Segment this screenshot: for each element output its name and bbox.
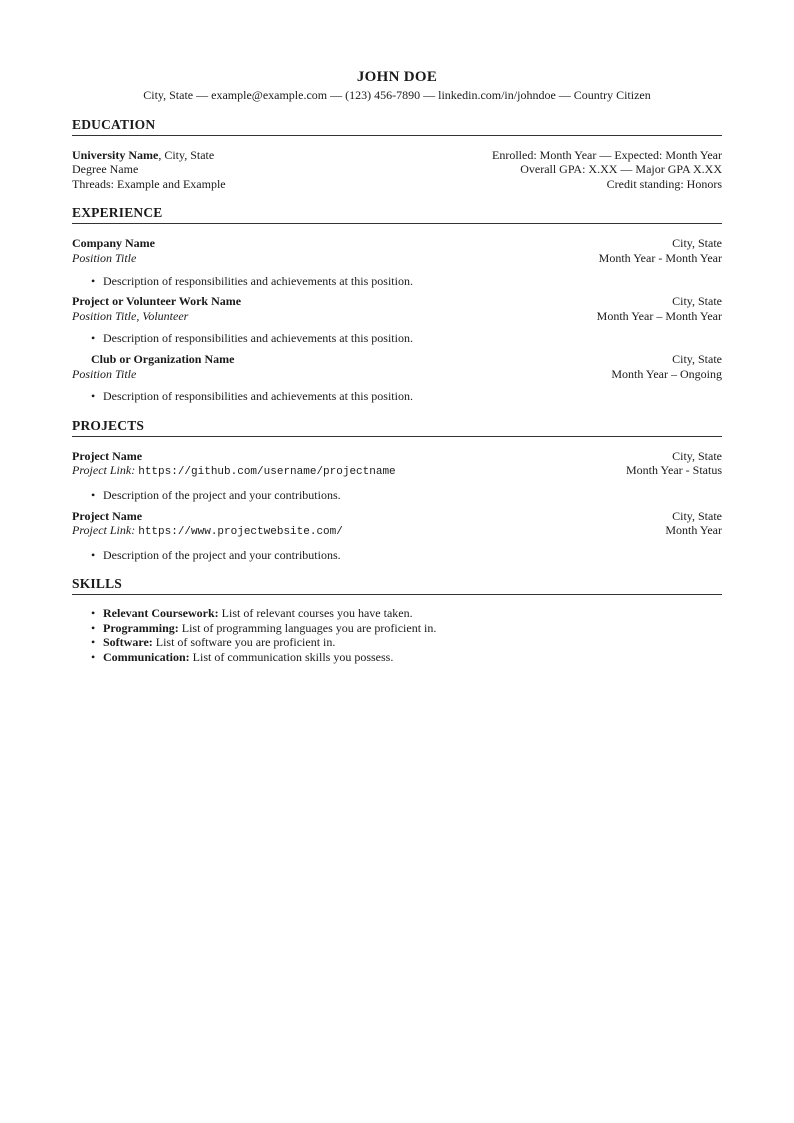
skill-item xyxy=(103,621,722,636)
project-link-line xyxy=(72,523,343,540)
skills-list xyxy=(72,606,722,664)
project-name: Project Name xyxy=(72,508,143,523)
skill-label: Software: xyxy=(103,635,153,650)
section-title-education: EDUCATION xyxy=(72,117,722,136)
bullet-item: • Description of responsibilities and achievements at this position. xyxy=(103,274,722,289)
location: City, State xyxy=(672,448,722,463)
bullet-item: • Description of responsibilities and achievements at this position. xyxy=(103,389,722,404)
project-entry xyxy=(72,509,722,563)
location: City, State xyxy=(672,351,722,366)
section-title-projects: PROJECTS xyxy=(72,418,722,437)
skill-label: Relevant Coursework: xyxy=(103,606,219,621)
gpa: Overall GPA: X.XX — Major GPA X.XX xyxy=(520,162,722,177)
position-title: Position Title xyxy=(72,366,137,381)
experience-entry xyxy=(72,294,722,346)
bullet-list xyxy=(72,274,722,289)
position-title: Position Title, Volunteer xyxy=(72,308,189,323)
project-link-label: Project Link: xyxy=(72,463,136,478)
skill-label: Communication: xyxy=(103,650,190,665)
school xyxy=(72,148,214,163)
skill-label: Programming: xyxy=(103,620,179,635)
experience-entry xyxy=(72,236,722,288)
education-dates: Enrolled: Month Year — Expected: Month Year xyxy=(492,147,722,162)
bullet-item: • Description of the project and your contributions. xyxy=(103,488,722,503)
threads: Threads: Example and Example xyxy=(72,176,226,191)
dates: Month Year xyxy=(665,523,722,538)
location: City, State xyxy=(672,294,722,309)
bullet-item: • Description of responsibilities and achievements at this position. xyxy=(103,331,722,346)
organization-name: Company Name xyxy=(72,236,155,251)
candidate-name: JOHN DOE xyxy=(356,69,438,85)
dates: Month Year – Ongoing xyxy=(611,366,722,381)
section-title-skills: SKILLS xyxy=(72,576,722,595)
position-title: Position Title xyxy=(72,250,137,265)
organization-name: Club or Organization Name xyxy=(91,351,235,366)
skill-text: List of relevant courses you have taken. xyxy=(218,606,413,621)
skill-text: List of software you are proficient in. xyxy=(152,635,336,650)
skill-item xyxy=(103,606,722,621)
skill-text: List of programming languages you are proficient in. xyxy=(178,620,437,635)
project-entry xyxy=(72,449,722,503)
dates: Month Year - Status xyxy=(625,463,722,478)
bullet-list xyxy=(72,331,722,346)
degree: Degree Name xyxy=(72,162,139,177)
skill-text: List of communication skills you possess. xyxy=(189,650,394,665)
school-location: , City, State xyxy=(158,147,215,162)
bullet-item: • Description of the project and your contributions. xyxy=(103,548,722,563)
bullet-list xyxy=(72,389,722,404)
dates: Month Year – Month Year xyxy=(596,308,722,323)
credit-standing: Credit standing: Honors xyxy=(606,176,722,191)
organization-name: Project or Volunteer Work Name xyxy=(72,294,242,309)
education-entry xyxy=(72,148,722,192)
location: City, State xyxy=(672,508,722,523)
project-link-label: Project Link: xyxy=(72,523,136,538)
location: City, State xyxy=(672,236,722,251)
contact-line: City, State — example@example.com — (123) 456-7890 — linkedin.com/in/johndoe — Country Citizen xyxy=(143,88,651,102)
bullet-list xyxy=(72,548,722,563)
section-title-experience: EXPERIENCE xyxy=(72,205,722,224)
project-link[interactable]: https://github.com/username/projectname xyxy=(138,466,396,479)
skill-item xyxy=(103,635,722,650)
dates: Month Year - Month Year xyxy=(598,250,722,265)
experience-entry xyxy=(72,352,722,404)
resume-page xyxy=(72,68,722,665)
project-link-line xyxy=(72,463,396,480)
project-name: Project Name xyxy=(72,448,143,463)
bullet-list xyxy=(72,488,722,503)
project-link[interactable]: https://www.projectwebsite.com/ xyxy=(138,526,343,539)
skill-item xyxy=(103,650,722,665)
school-name: University Name xyxy=(72,147,159,162)
